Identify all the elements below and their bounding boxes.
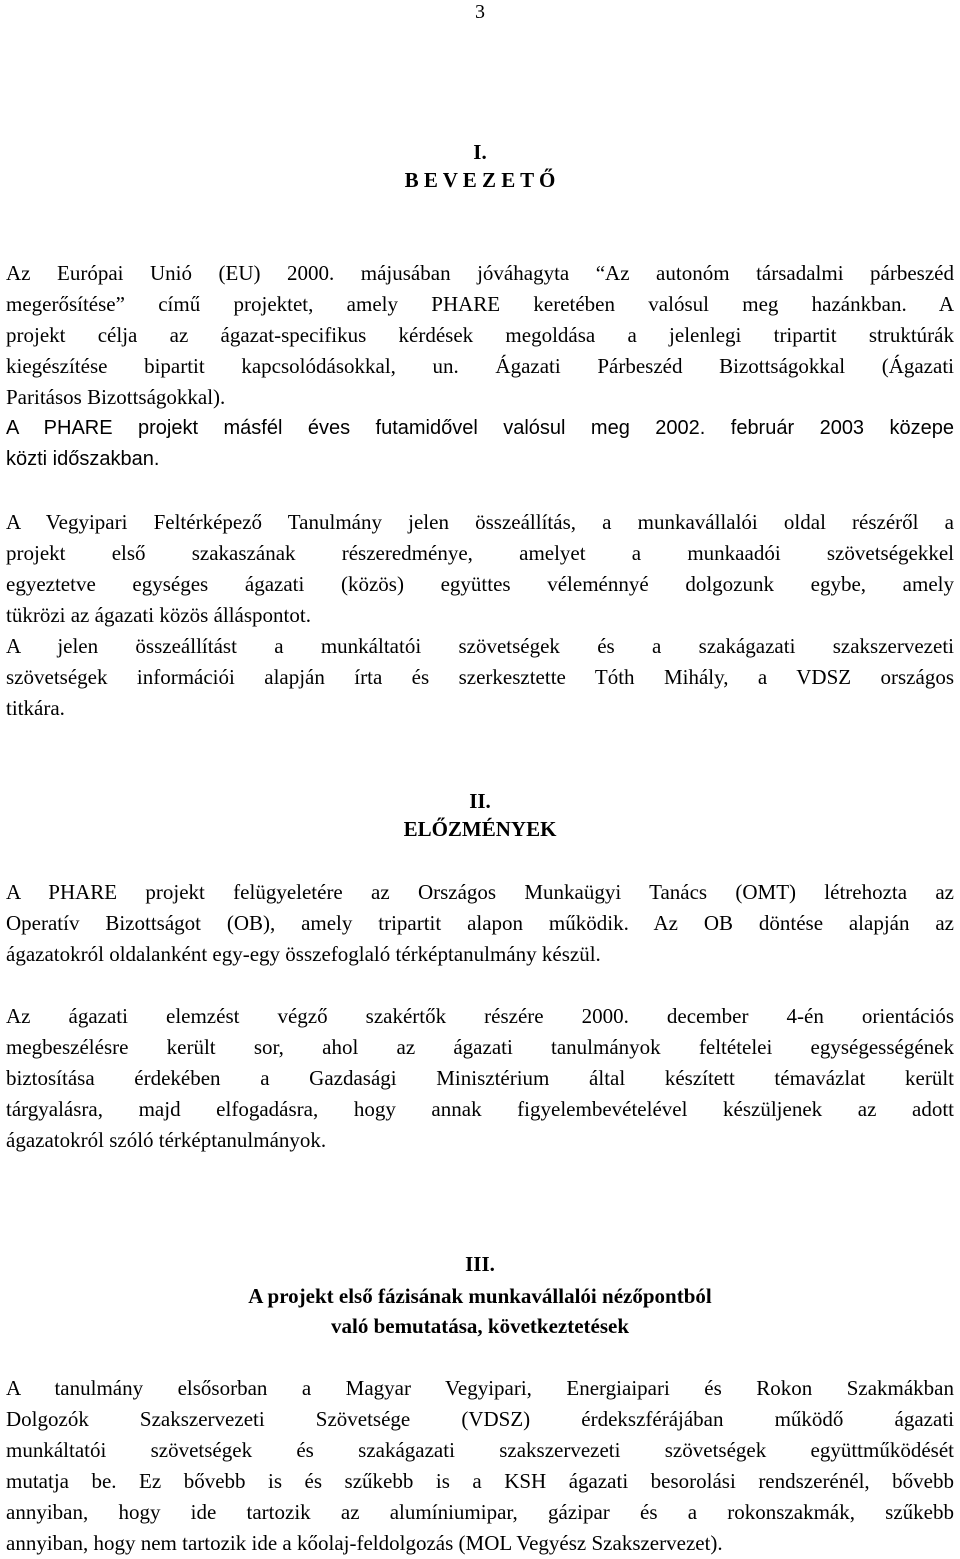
section-3-title-line-1: A projekt első fázisának munkavállalói nézőpontból <box>248 1284 712 1308</box>
text-line: A jelen összeállítást a munkáltatói szövetségek és a szakágazati szakszervezeti <box>6 634 954 658</box>
section-3-numeral: III. <box>465 1252 495 1276</box>
text-line: mutatja be. Ez bővebb is és szűkebb is a KSH ágazati besorolási rendszerénél, bővebb <box>6 1469 954 1493</box>
text-line: Dolgozók Szakszervezeti Szövetsége (VDSZ) érdekszférájában működő ágazati <box>6 1407 954 1431</box>
text-line: egyeztetve egységes ágazati (közös) együttes véleménnyé dolgozunk egybe, amely <box>6 572 954 596</box>
text-line: munkáltatói szövetségek és szakágazati szakszervezeti szövetségek együttműködését <box>6 1438 954 1462</box>
section-3-title-line-2: való bemutatása, következtetések <box>330 1314 630 1338</box>
text-line: A tanulmány elsősorban a Magyar Vegyipari, Energiaipari és Rokon Szakmákban <box>6 1376 954 1400</box>
text-line: Operatív Bizottságot (OB), amely tripartit alapon működik. Az OB döntése alapján az <box>6 911 954 935</box>
section-1-heading <box>0 138 960 194</box>
section-3-paragraph-1 <box>6 1373 954 1559</box>
section-2-heading <box>0 787 960 843</box>
text-line: ágazatokról oldalanként egy-egy összefoglaló térképtanulmány készül. <box>6 942 601 966</box>
text-line: biztosítása érdekében a Gazdasági Minisztérium által készített témavázlat került <box>6 1066 954 1090</box>
text-line: tárgyalásra, majd elfogadásra, hogy annak figyelembevételével készüljenek az adott <box>6 1097 954 1121</box>
text-line: tükrözi az ágazati közös álláspontot. <box>6 603 311 627</box>
section-1-paragraph-2 <box>6 507 954 724</box>
section-2-paragraph-2 <box>6 1001 954 1156</box>
text-line: annyiban, hogy ide tartozik az alumíniumipar, gázipar és a rokonszakmák, szűkebb <box>6 1500 954 1524</box>
text-line: A PHARE projekt felügyeletére az Országos Munkaügyi Tanács (OMT) létrehozta az <box>6 880 954 904</box>
text-line: annyiban, hogy nem tartozik ide a kőolaj-feldolgozás (MOL Vegyész Szakszervezet). <box>6 1531 723 1555</box>
text-line: titkára. <box>6 696 65 720</box>
section-2-paragraph-1 <box>6 877 954 970</box>
text-line: kiegészítése bipartit kapcsolódásokkal, un. Ágazati Párbeszéd Bizottságokkal (Ágazati <box>6 354 954 378</box>
section-2-title: ELŐZMÉNYEK <box>403 817 557 841</box>
section-1-paragraph-1 <box>6 258 954 475</box>
section-1-title: B E V E Z E T Ő <box>404 168 556 192</box>
section-3-heading <box>0 1250 960 1340</box>
text-line: közti időszakban. <box>6 448 160 470</box>
text-line: A PHARE projekt másfél éves futamidővel valósul meg 2002. február 2003 közepe <box>6 417 954 439</box>
text-line: megerősítése” című projektet, amely PHARE keretében valósul meg hazánkban. A <box>6 292 954 316</box>
text-line: A Vegyipari Feltérképező Tanulmány jelen összeállítás, a munkavállalói oldal részéről a <box>6 510 954 534</box>
text-line: Paritásos Bizottságokkal). <box>6 385 226 409</box>
text-line: ágazatokról szóló térképtanulmányok. <box>6 1128 327 1152</box>
text-line: projekt első szakaszának részeredménye, amelyet a munkaadói szövetségekkel <box>6 541 954 565</box>
text-line: szövetségek információi alapján írta és szerkesztette Tóth Mihály, a VDSZ országos <box>6 665 954 689</box>
text-line: Az ágazati elemzést végző szakértők részére 2000. december 4-én orientációs <box>6 1004 954 1028</box>
section-2-numeral: II. <box>469 789 491 813</box>
text-line: Az Európai Unió (EU) 2000. májusában jóváhagyta “Az autonóm társadalmi párbeszéd <box>6 261 954 285</box>
text-line: projekt célja az ágazat-specifikus kérdések megoldása a jelenlegi tripartit struktúrák <box>6 323 954 347</box>
text-line: megbeszélésre került sor, ahol az ágazati tanulmányok feltételei egységességének <box>6 1035 954 1059</box>
section-1-numeral: I. <box>473 140 487 164</box>
page-number: 3 <box>475 1 485 23</box>
